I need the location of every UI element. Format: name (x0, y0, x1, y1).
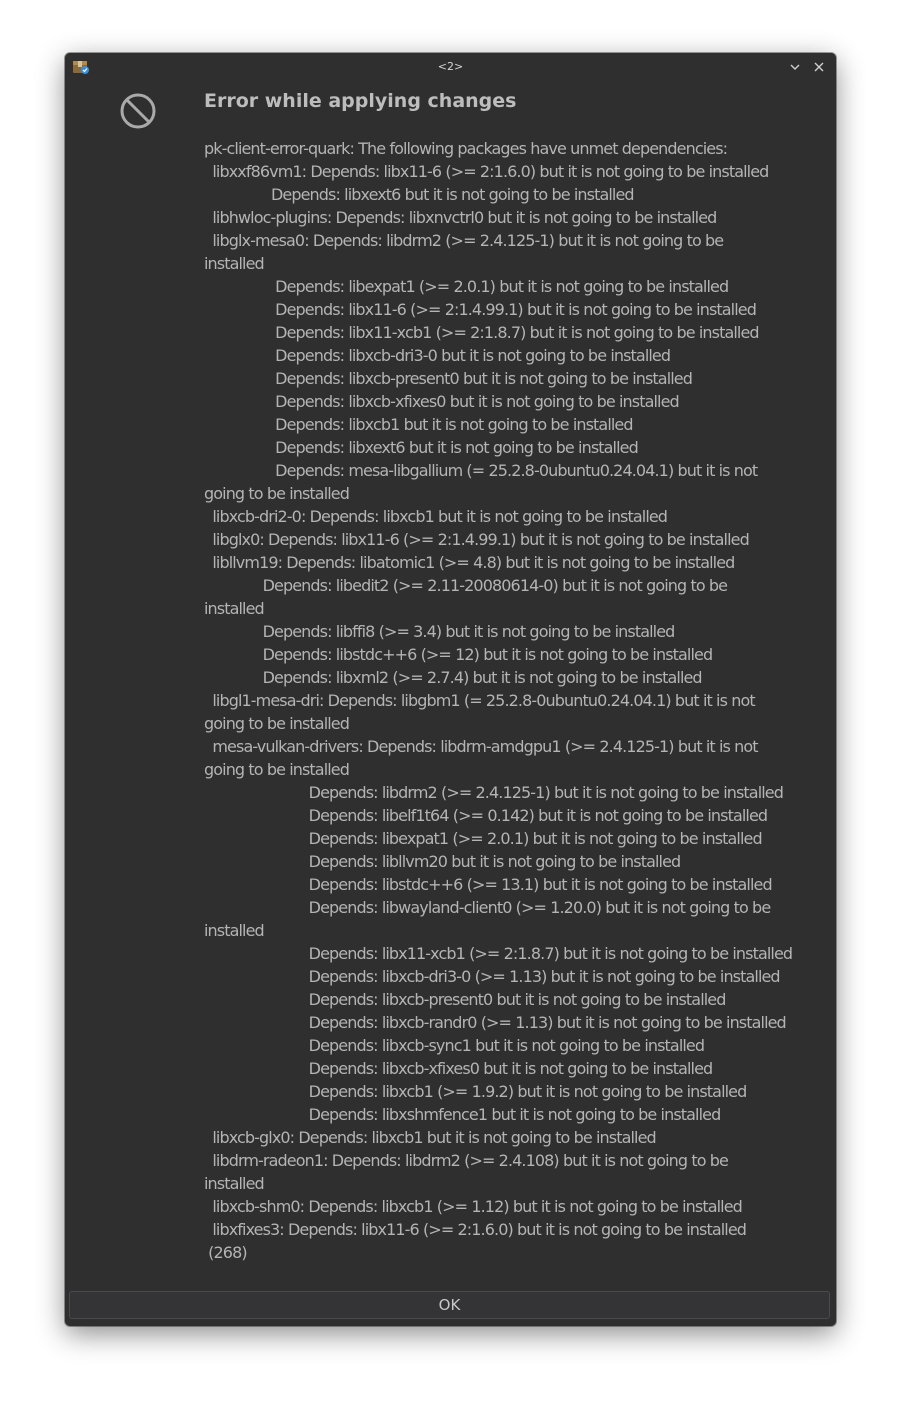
message-line: mesa-vulkan-drivers: Depends: libdrm-amdgpu1 (>= 2.4.125-1) but it is not (204, 737, 758, 756)
message-line: Depends: libxcb-present0 but it is not going to be installed (204, 369, 692, 388)
message-line: pk-client-error-quark: The following packages have unmet dependencies: (204, 139, 728, 158)
message-line: installed (204, 1174, 264, 1193)
blocked-icon (119, 92, 157, 130)
message-line: libglx0: Depends: libx11-6 (>= 2:1.4.99.1) but it is not going to be installed (204, 530, 749, 549)
message-line: Depends: libxcb-randr0 (>= 1.13) but it is not going to be installed (204, 1013, 786, 1032)
close-icon (813, 61, 825, 73)
message-line: Depends: libwayland-client0 (>= 1.20.0) but it is not going to be (204, 898, 771, 917)
message-line: libxxf86vm1: Depends: libx11-6 (>= 2:1.6.0) but it is not going to be installed (204, 162, 769, 181)
message-line: libglx-mesa0: Depends: libdrm2 (>= 2.4.125-1) but it is not going to be (204, 231, 724, 250)
message-line: libhwloc-plugins: Depends: libxnvctrl0 but it is not going to be installed (204, 208, 717, 227)
message-line: Depends: libstdc++6 (>= 12) but it is not going to be installed (204, 645, 713, 664)
message-line: Depends: libx11-xcb1 (>= 2:1.8.7) but it is not going to be installed (204, 944, 793, 963)
message-line: Depends: libxcb-dri3-0 but it is not going to be installed (204, 346, 671, 365)
message-line: Depends: libxcb-xfixes0 but it is not going to be installed (204, 392, 679, 411)
message-line: installed (204, 254, 264, 273)
message-line: Depends: libxext6 but it is not going to be installed (204, 185, 634, 204)
message-line: Depends: libx11-xcb1 (>= 2:1.8.7) but it is not going to be installed (204, 323, 759, 342)
title-bar[interactable] (65, 53, 836, 81)
window-title: <2> (437, 60, 464, 73)
message-line: going to be installed (204, 760, 349, 779)
message-line: libgl1-mesa-dri: Depends: libgbm1 (= 25.2.8-0ubuntu0.24.04.1) but it is not (204, 691, 755, 710)
message-line: (268) (204, 1243, 247, 1262)
minimize-button[interactable] (786, 58, 804, 76)
message-line: Depends: libdrm2 (>= 2.4.125-1) but it is not going to be installed (204, 783, 783, 802)
message-line: Depends: libstdc++6 (>= 13.1) but it is not going to be installed (204, 875, 772, 894)
message-line: installed (204, 599, 264, 618)
message-line: Depends: libedit2 (>= 2.11-20080614-0) but it is not going to be (204, 576, 728, 595)
message-line: Depends: libxcb-dri3-0 (>= 1.13) but it is not going to be installed (204, 967, 780, 986)
message-line: Depends: libxml2 (>= 2.7.4) but it is not going to be installed (204, 668, 702, 687)
message-line: Depends: libexpat1 (>= 2.0.1) but it is not going to be installed (204, 277, 729, 296)
message-line: libllvm19: Depends: libatomic1 (>= 4.8) but it is not going to be installed (204, 553, 735, 572)
message-line: Depends: mesa-libgallium (= 25.2.8-0ubuntu0.24.04.1) but it is not (204, 461, 758, 480)
message-line: Depends: libxshmfence1 but it is not going to be installed (204, 1105, 721, 1124)
message-line: Depends: libxext6 but it is not going to be installed (204, 438, 638, 457)
close-button[interactable] (810, 58, 828, 76)
error-message (204, 137, 804, 1264)
message-line: Depends: libxcb-sync1 but it is not going to be installed (204, 1036, 705, 1055)
message-line: libxcb-dri2-0: Depends: libxcb1 but it is not going to be installed (204, 507, 668, 526)
message-line: Depends: libxcb-xfixes0 but it is not going to be installed (204, 1059, 713, 1078)
message-line: libxfixes3: Depends: libx11-6 (>= 2:1.6.0) but it is not going to be installed (204, 1220, 747, 1239)
chevron-down-icon (789, 61, 801, 73)
message-line: going to be installed (204, 484, 349, 503)
message-line: libxcb-glx0: Depends: libxcb1 but it is not going to be installed (204, 1128, 656, 1147)
message-line: libxcb-shm0: Depends: libxcb1 (>= 1.12) but it is not going to be installed (204, 1197, 742, 1216)
message-line: Depends: libx11-6 (>= 2:1.4.99.1) but it is not going to be installed (204, 300, 756, 319)
message-line: libdrm-radeon1: Depends: libdrm2 (>= 2.4.108) but it is not going to be (204, 1151, 729, 1170)
message-line: going to be installed (204, 714, 349, 733)
ok-button[interactable]: OK (69, 1291, 830, 1319)
message-line: Depends: libexpat1 (>= 2.0.1) but it is not going to be installed (204, 829, 762, 848)
message-line: Depends: libxcb1 (>= 1.9.2) but it is not going to be installed (204, 1082, 747, 1101)
message-line: installed (204, 921, 264, 940)
message-line: Depends: libelf1t64 (>= 0.142) but it is not going to be installed (204, 806, 768, 825)
message-line: Depends: libffi8 (>= 3.4) but it is not going to be installed (204, 622, 675, 641)
dialog-heading: Error while applying changes (204, 90, 517, 112)
message-line: Depends: libxcb-present0 but it is not going to be installed (204, 990, 726, 1009)
message-line: Depends: libxcb1 but it is not going to be installed (204, 415, 633, 434)
error-dialog-window (65, 53, 836, 1326)
message-line: Depends: libllvm20 but it is not going to be installed (204, 852, 681, 871)
